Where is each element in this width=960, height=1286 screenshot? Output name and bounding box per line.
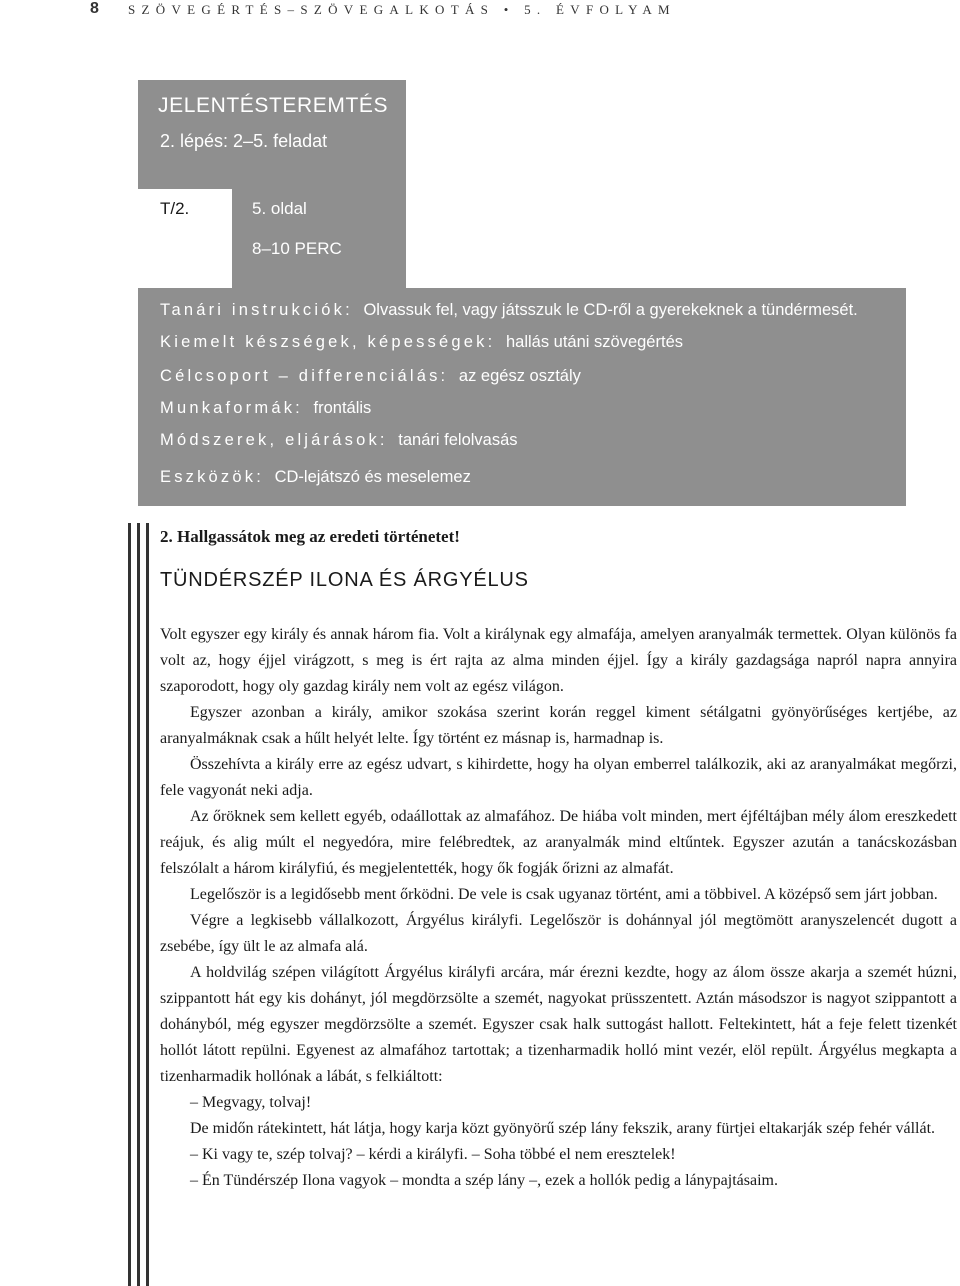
info-label: Tanári instrukciók: — [160, 301, 353, 319]
section-title: JELENTÉSTEREMTÉS — [158, 94, 389, 117]
story-paragraph: Legelőször is a legidősebb ment őrködni. De vele is csak ugyanaz történt, ami a többivel. A középső sem járt jobban. — [190, 886, 938, 903]
story-paragraph: – Ki vagy te, szép tolvaj? – kérdi a királyfi. – Soha többé el nem eresztelek! — [190, 1146, 676, 1163]
story-paragraph: A holdvilág szépen világított Árgyélus királyfi arcára, már érezni kezdte, hogy az álom össze akarja a szemét húzni, szippantott hát egy kis dohányt, jól megdörzsölte a szemét, nagyokat prüsszentett. Aztán másodszor is nagyot szippantott a dohányból, még egyszer megdörzsölte a szemét. Egyszer csak halk suttogást hallott. Feltekintett, hát a feje felett tizenkét hollót látott repülni. Egyenest az almafához tartottak; a tizenharmadik holló mint vezér, elöl repült. Árgyélus megkapta a tizenharmadik hollónak a lábát, s felkiáltott: — [160, 964, 957, 1085]
page-header — [0, 0, 960, 20]
info-label: Módszerek, eljárások: — [160, 431, 388, 449]
story-paragraph: Egyszer azonban a király, amikor szokása szerint korán reggel kiment sétálgatni gyönyörűséges kertjébe, az aranyalmáknak csak a hűlt helyét lelte. Így történt ez másnap is, harmadnap is. — [160, 704, 957, 747]
info-label: Célcsoport – differenciálás: — [160, 367, 449, 385]
running-title: SZÖVEGÉRTÉS–SZÖVEGALKOTÁS • 5. ÉVFOLYAM — [128, 2, 676, 17]
story-paragraph: Volt egyszer egy király és annak három fia. Volt a királynak egy almafája, amelyen aranyalmák termettek. Olyan különös fa volt az, hogy éjjel virágzott, s meg is ért rajta az alma minden éjjel. Így a király gazdagsága napról napra annyira szaporodott, hogy oly gazdag király nem volt az egész világon. — [160, 626, 957, 695]
info-label: Eszközök: — [160, 468, 264, 486]
story-paragraph: Végre a legkisebb vállalkozott, Árgyélus királyfi. Legelőször is dohánnyal jól megtömött aranyszelencét dugott a zsebébe, így ült le az almafa alá. — [160, 912, 957, 955]
info-row-instructions — [160, 301, 858, 320]
info-row-skills — [160, 333, 683, 352]
step-label: 2. lépés: 2–5. feladat — [160, 131, 328, 151]
info-value: CD-lejátszó és meselemez — [274, 468, 471, 486]
page-number: 8 — [90, 0, 99, 17]
info-value: tanári felolvasás — [398, 431, 518, 449]
info-row-work-forms — [160, 399, 371, 418]
margin-bar — [137, 523, 140, 1286]
story-paragraph: Összehívta a király erre az egész udvart, s kihirdette, hogy ha olyan emberrel találkozik, aki az aranyalmákat megőrzi, fele vagyonát neki adja. — [160, 756, 957, 799]
margin-bars — [128, 523, 152, 1286]
info-label: Kiemelt készségek, képességek: — [160, 333, 496, 351]
story-paragraph: – Én Tündérszép Ilona vagyok – mondta a szép lány –, ezek a hollók pedig a lánypajtásaim. — [190, 1172, 778, 1189]
info-row-target-group — [160, 367, 581, 386]
duration-label: 8–10 PERC — [252, 239, 342, 258]
story-text — [160, 622, 957, 1194]
info-value: hallás utáni szövegértés — [505, 333, 683, 351]
story-paragraph: Az őröknek sem kellett egyéb, odaállottak az almafához. De hiába volt minden, mert éjféltájban mély álom ereszkedett reájuk, és alig múlt el negyedóra, mire felébredtek, az aranyalmák mind eltűntek. Egyszer azután a tanácskozásban felszólalt a három királyfiú, és megjelentették, hogy ők fogják őrizni az almafát. — [160, 808, 957, 877]
task-heading: 2. Hallgassátok meg az eredeti történetet! — [160, 527, 460, 546]
info-row-methods — [160, 431, 518, 450]
story-paragraph: – Megvagy, tolvaj! — [190, 1094, 312, 1111]
story-title: TÜNDÉRSZÉP ILONA ÉS ÁRGYÉLUS — [160, 569, 529, 591]
info-value: frontális — [313, 399, 372, 417]
info-label: Munkaformák: — [160, 399, 303, 417]
story-paragraph: De midőn rátekintett, hát látja, hogy karja közt gyönyörű szép lány fekszik, arany fürtjei eltakarják szép fehér vállát. — [190, 1120, 936, 1137]
margin-bar — [128, 523, 131, 1286]
margin-bar — [146, 523, 149, 1286]
info-row-tools — [160, 468, 471, 487]
info-value: Olvassuk fel, vagy játsszuk le CD-ről a gyerekeknek a tündérmesét. — [363, 301, 858, 319]
page-reference: 5. oldal — [252, 199, 307, 218]
info-value: az egész osztály — [458, 367, 581, 385]
reference-label: T/2. — [160, 199, 190, 218]
